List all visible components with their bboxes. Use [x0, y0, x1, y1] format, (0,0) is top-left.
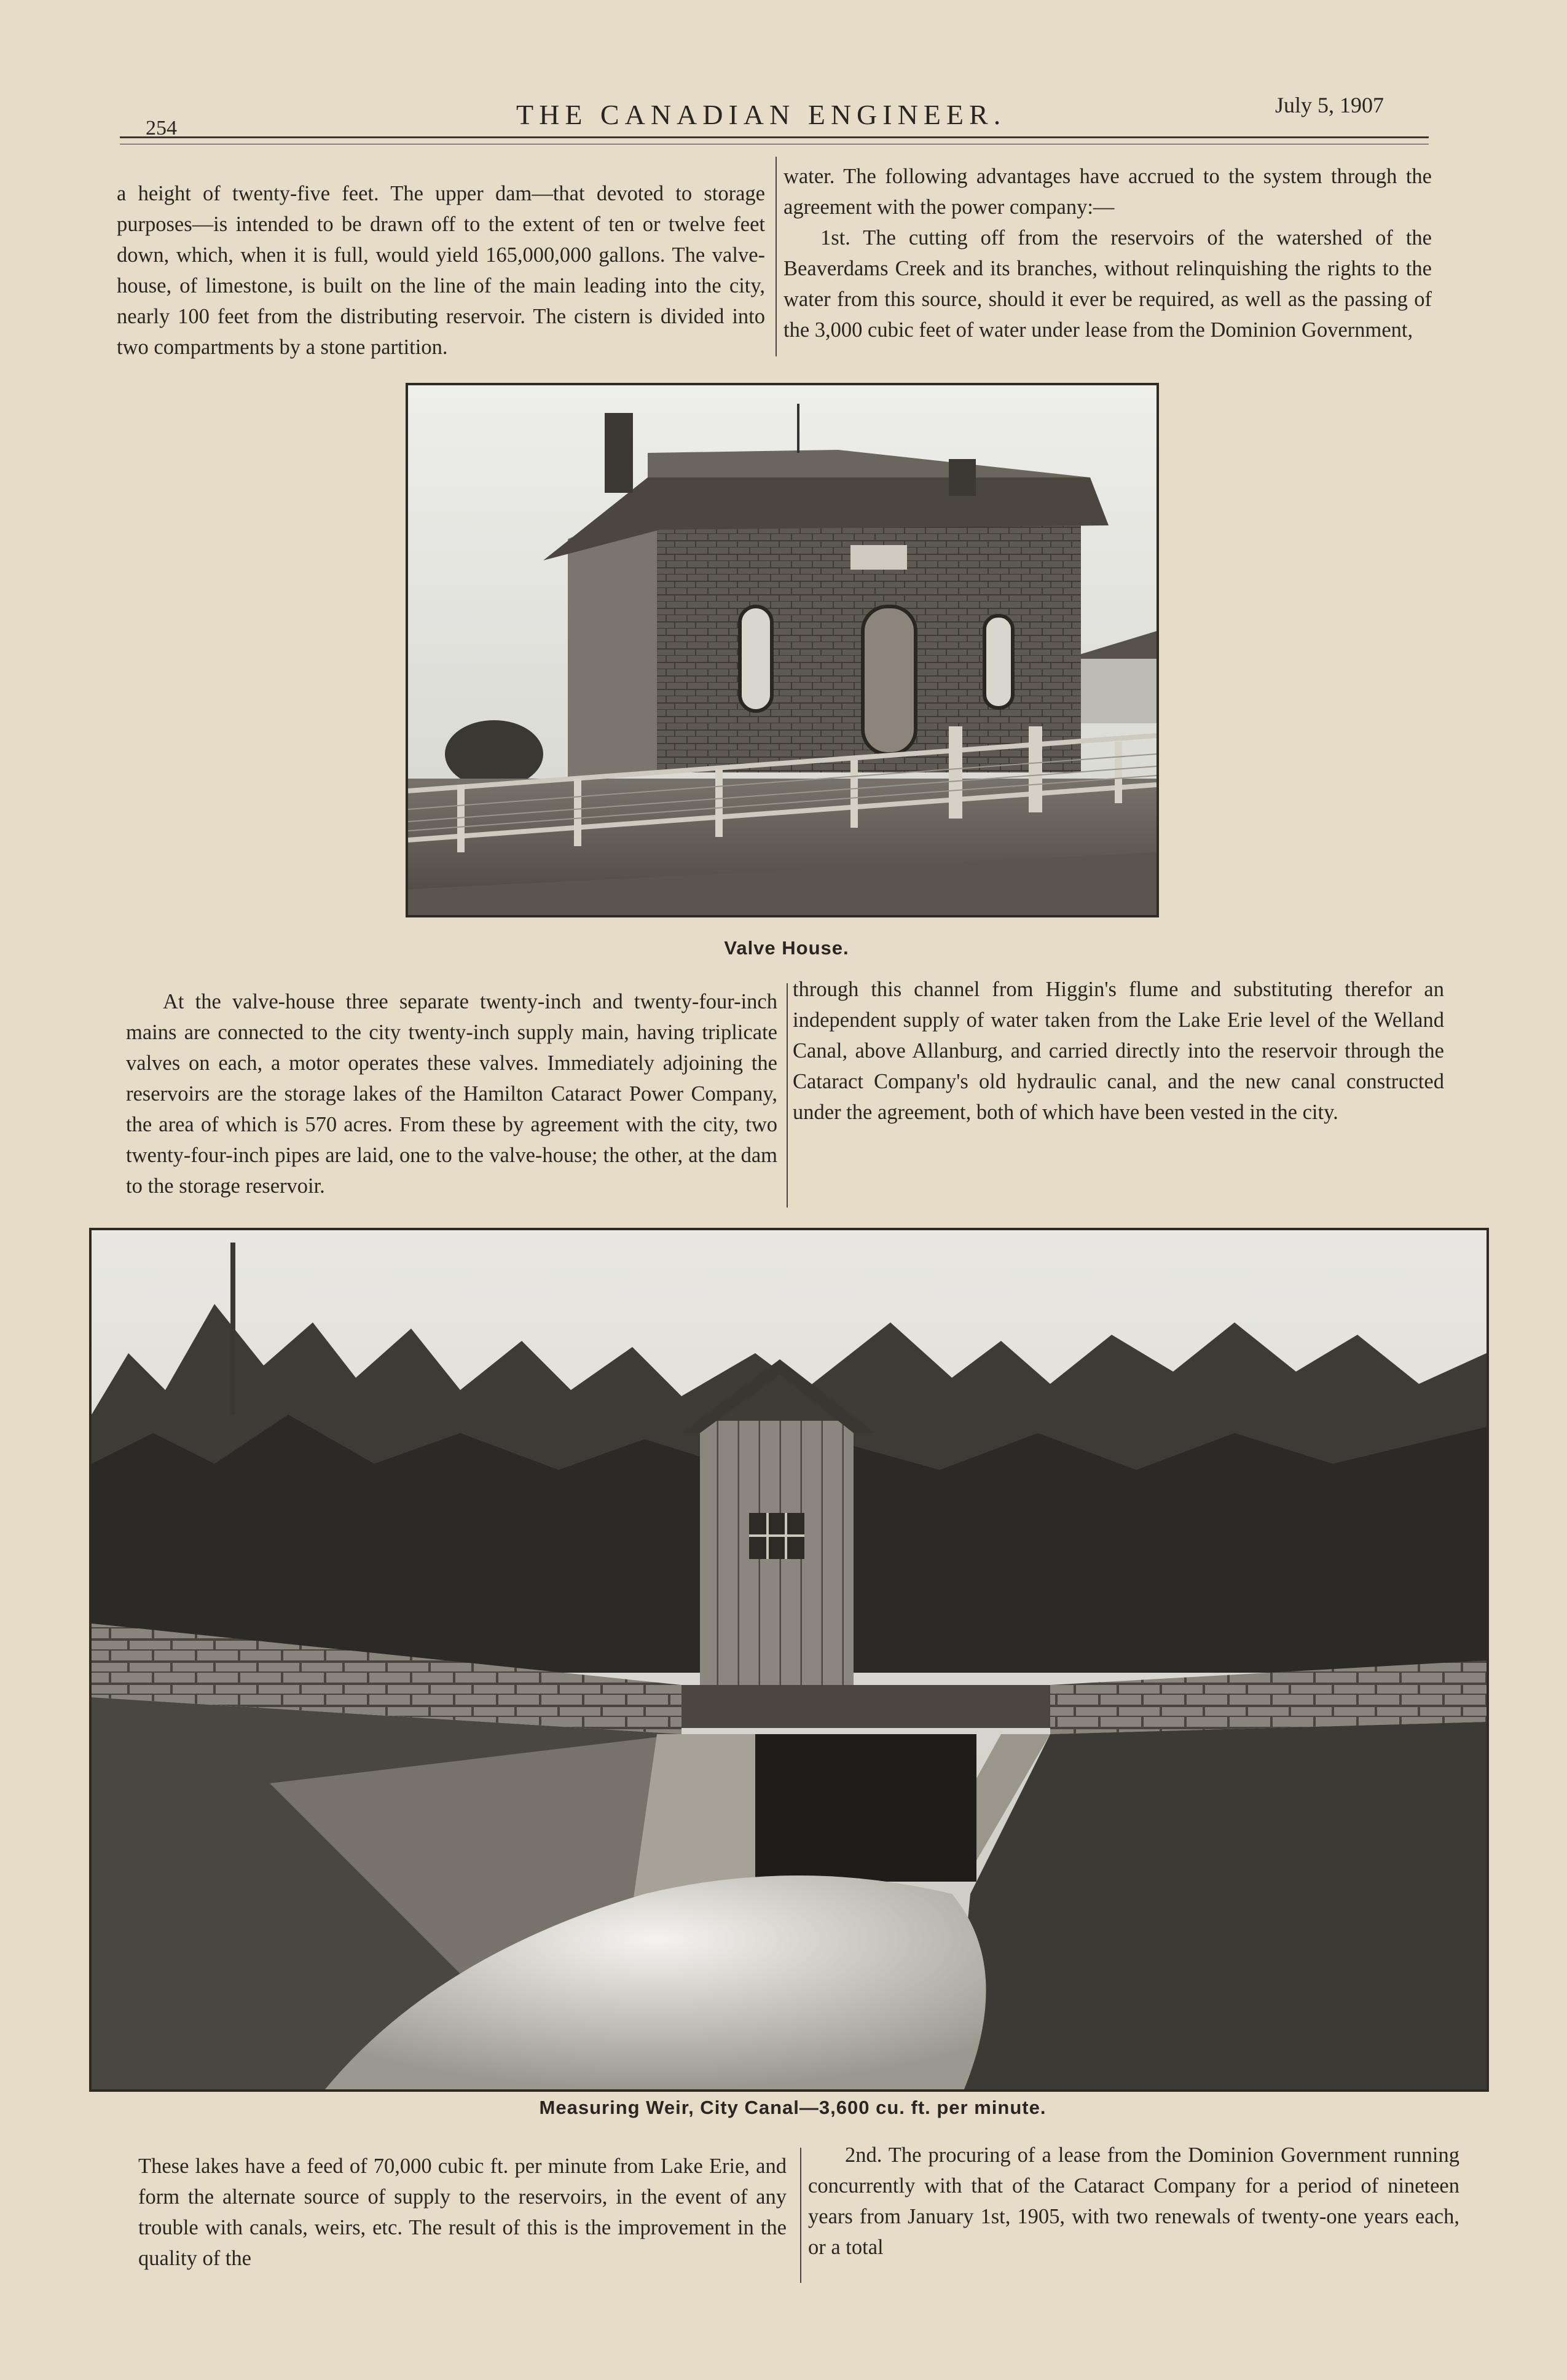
page-number: 254 [146, 117, 177, 139]
paragraph: These lakes have a feed of 70,000 cubic ft. per minute from Lake Erie, and form the alternate source of supply to the reservoirs, in the event of any trouble with canals, weirs, etc. The result of this is the improvement in the quality of the [138, 2154, 787, 2270]
column-divider [787, 983, 788, 1208]
paragraph: 2nd. The procuring of a lease from the Dominion Government running concurrently with that of the Cataract Company for a period of nineteen years from January 1st, 1905, with two renewals of twenty-one years each, or a total [808, 2143, 1459, 2259]
column-divider [800, 2148, 801, 2283]
paragraph: 1st. The cutting off from the reservoirs of the watershed of the Beaverdams Creek and its branches, without relinquishing the rights to the water from this source, should it ever be required, as well as the passing of the 3,000 cubic feet of water under lease from the Dominion Government, [784, 226, 1432, 342]
valve-house-photo [406, 383, 1159, 917]
bottom-right-column [808, 2140, 1459, 2263]
measuring-weir-photo [89, 1228, 1489, 2092]
figure-caption: Measuring Weir, City Canal—3,600 cu. ft. per minute. [539, 2097, 1047, 2118]
measuring-weir-illustration [92, 1230, 1486, 2089]
paragraph: water. The following advantages have accrued to the system through the agreement with the power company:— [784, 165, 1432, 219]
figure-caption: Valve House. [724, 937, 849, 959]
page-header [0, 86, 1567, 160]
top-left-column [117, 178, 765, 363]
top-right-column [784, 161, 1432, 345]
column-divider [776, 157, 777, 356]
paragraph: a height of twenty-five feet. The upper dam—that devoted to storage purposes—is intended to be drawn off to the extent of ten or twelve feet down, which, when it is full, would yield 165,000,000 gallons. The valve-house, of limestone, is built on the line of the main leading into the city, nearly 100 feet from the distributing reservoir. The cistern is divided into two compartments by a stone partition. [117, 182, 765, 359]
valve-house-illustration [408, 385, 1157, 915]
middle-left-column [126, 986, 777, 1201]
bottom-left-column [138, 2151, 787, 2274]
middle-right-column [793, 974, 1444, 1128]
paragraph: At the valve-house three separate twenty-inch and twenty-four-inch mains are connected to the city twenty-inch supply main, having triplicate valves on each, a motor operates these valves. Immediately adjoining the reservoirs are the storage lakes of the Hamilton Cataract Power Company, the area of which is 570 acres. From these by agreement with the city, two twenty-four-inch pipes are laid, one to the valve-house; the other, at the dam to the storage reservoir. [126, 990, 777, 1198]
header-rule-thick [120, 136, 1429, 138]
paragraph: through this channel from Higgin's flume and substituting therefor an independent supply of water taken from the Lake Erie level of the Welland Canal, above Allanburg, and carried directly into the reservoir through the Cataract Company's old hydraulic canal, and the new canal constructed under the agreement, both of which have been vested in the city. [793, 978, 1444, 1124]
issue-date: July 5, 1907 [1275, 93, 1384, 117]
journal-title: THE CANADIAN ENGINEER. [516, 99, 1007, 130]
